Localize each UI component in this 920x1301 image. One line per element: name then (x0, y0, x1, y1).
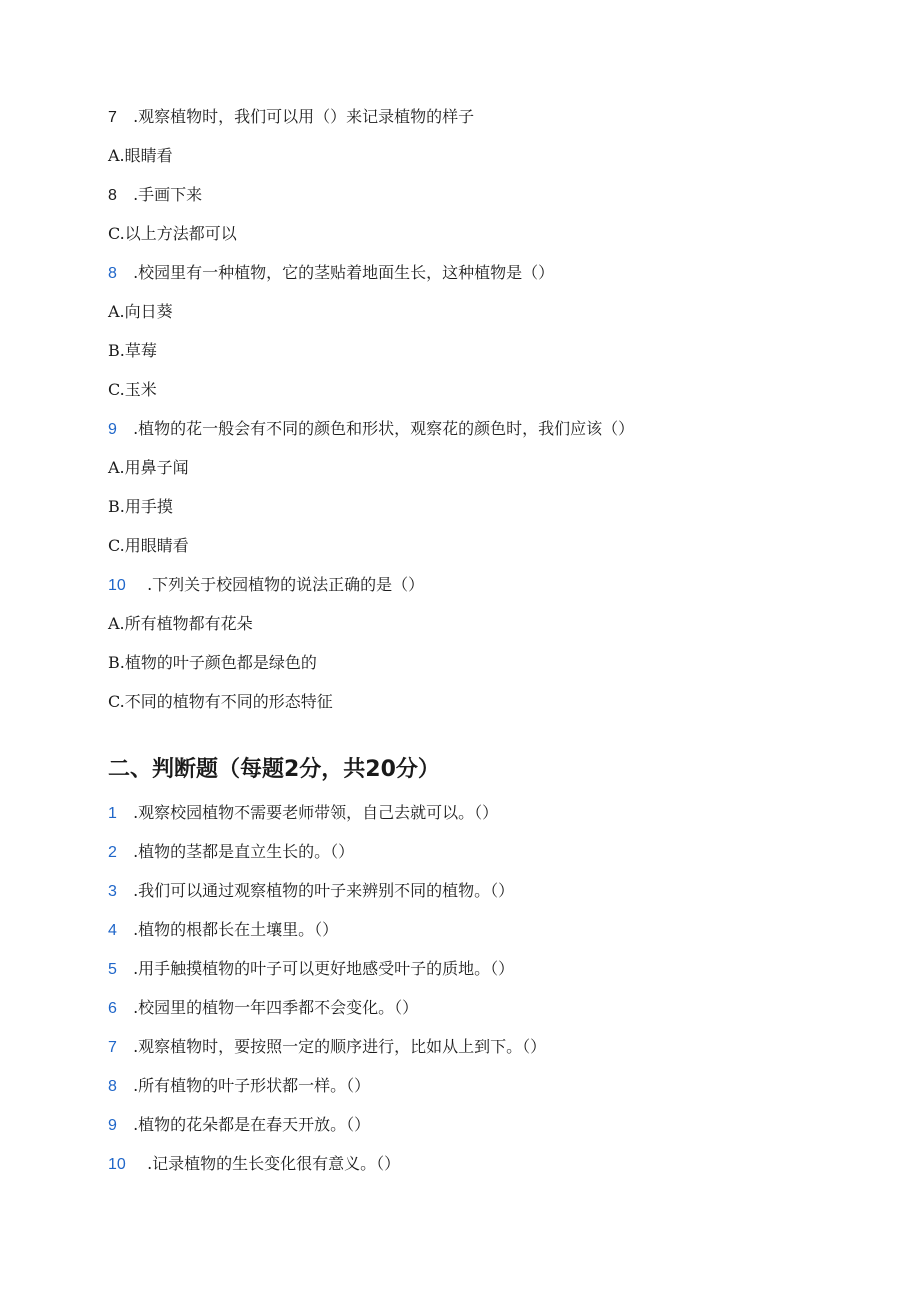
question-7 (108, 107, 474, 128)
question-10 (108, 575, 424, 596)
question-text: .植物的花一般会有不同的颜色和形状，观察花的颜色时，我们应该（） (133, 419, 635, 438)
question-9 (108, 419, 634, 440)
question-text: .观察植物时，我们可以用（）来记录植物的样子 (133, 107, 475, 126)
question-text: .观察校园植物不需要老师带领，自己去就可以。（） (133, 803, 499, 822)
option-a: A.用鼻子闻 (108, 458, 189, 477)
judge-question-1 (108, 803, 498, 824)
option-c: C.玉米 (108, 380, 157, 399)
judge-question-7 (108, 1037, 546, 1058)
option-b: B.植物的叶子颜色都是绿色的 (108, 653, 317, 672)
question-number: 10 (108, 1156, 126, 1173)
option-c: C.用眼睛看 (108, 536, 189, 555)
question-text: .下列关于校园植物的说法正确的是（） (147, 575, 425, 594)
question-text: .植物的根都长在土壤里。（） (133, 920, 339, 939)
question-number: 9 (108, 1117, 117, 1134)
judge-question-5 (108, 959, 514, 980)
judge-question-3 (108, 881, 514, 902)
option-c: C.以上方法都可以 (108, 224, 237, 243)
judge-question-2 (108, 842, 354, 863)
question-number: 2 (108, 844, 117, 861)
question-text: .所有植物的叶子形状都一样。（） (133, 1076, 371, 1095)
judge-question-10 (108, 1154, 400, 1175)
question-text: .校园里有一种植物，它的茎贴着地面生长，这种植物是（） (133, 263, 555, 282)
judge-question-8 (108, 1076, 370, 1097)
question-number: 7 (108, 1039, 117, 1056)
judge-question-4 (108, 920, 338, 941)
question-number: 4 (108, 922, 117, 939)
question-number: 6 (108, 1000, 117, 1017)
option-b: B.用手摸 (108, 497, 173, 516)
question-number: 1 (108, 805, 117, 822)
judge-question-6 (108, 998, 418, 1019)
question-text: .用手触摸植物的叶子可以更好地感受叶子的质地。（） (133, 959, 515, 978)
question-number: 8 (108, 265, 117, 282)
question-number: 3 (108, 883, 117, 900)
section-heading: 二、判断题（每题2分，共20分） (108, 757, 440, 782)
question-8 (108, 263, 554, 284)
question-number: 8 (108, 187, 117, 204)
option-a: A.向日葵 (108, 302, 173, 321)
question-8-misnumbered-option (108, 185, 202, 206)
question-number: 9 (108, 421, 117, 438)
option-c: C.不同的植物有不同的形态特征 (108, 692, 333, 711)
question-text: .我们可以通过观察植物的叶子来辨别不同的植物。（） (133, 881, 515, 900)
question-text: .记录植物的生长变化很有意义。（） (147, 1154, 401, 1173)
question-number: 8 (108, 1078, 117, 1095)
option-a: A.眼睛看 (108, 146, 173, 165)
option-a: A.所有植物都有花朵 (108, 614, 253, 633)
question-number: 7 (108, 109, 117, 126)
question-number: 10 (108, 577, 126, 594)
option-b: B.草莓 (108, 341, 157, 360)
question-text: .植物的花朵都是在春天开放。（） (133, 1115, 371, 1134)
judge-question-9 (108, 1115, 370, 1136)
question-number: 5 (108, 961, 117, 978)
question-text: .手画下来 (133, 185, 203, 204)
question-text: .观察植物时，要按照一定的顺序进行，比如从上到下。（） (133, 1037, 547, 1056)
question-text: .校园里的植物一年四季都不会变化。（） (133, 998, 419, 1017)
question-text: .植物的茎都是直立生长的。（） (133, 842, 355, 861)
